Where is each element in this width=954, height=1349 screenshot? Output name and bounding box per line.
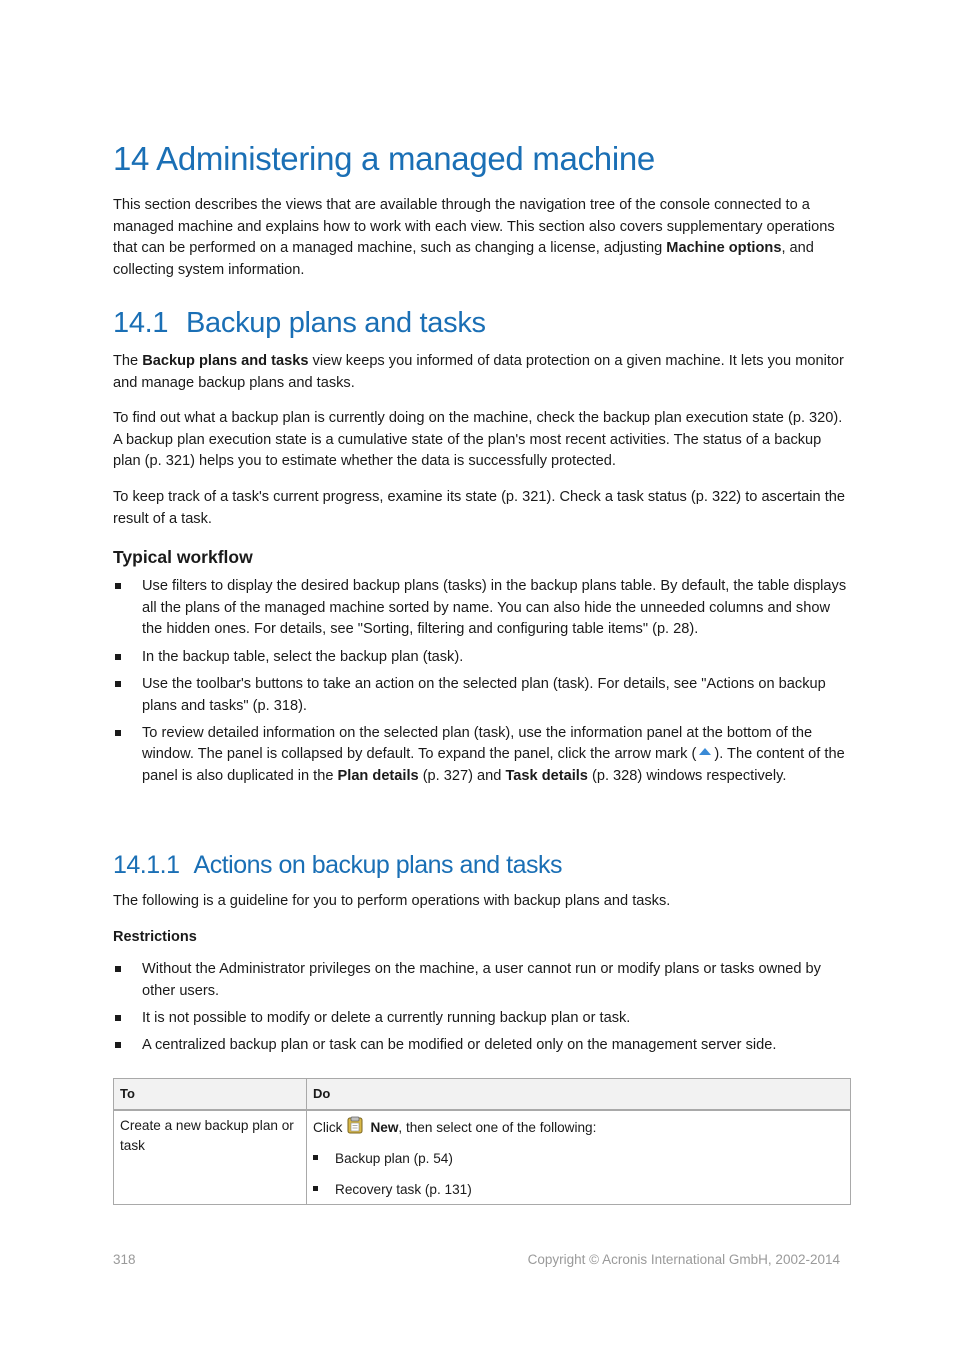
column-header-to: To — [114, 1079, 307, 1111]
item-text-a: To review detailed information on the selected plan (task), use the information panel at the bottom of the window. The panel is collapsed by default. To expand the panel, click the arrow mark ( — [142, 724, 813, 763]
subsection-intro: The following is a guideline for you to perform operations with backup plans and tasks. — [113, 893, 671, 909]
section-title: Backup plans and tasks — [186, 307, 486, 339]
do-options-list — [313, 1149, 844, 1200]
subsection-heading — [113, 851, 562, 880]
new-icon — [346, 1116, 364, 1134]
chapter-heading — [113, 140, 655, 178]
list-item — [113, 723, 850, 788]
cell-do — [307, 1110, 851, 1205]
p1-text-b: view keeps you informed of data protection on a given machine. It lets you monitor and manage backup plans and tasks. — [113, 353, 844, 391]
chapter-number: 14 — [113, 140, 150, 177]
actions-table — [113, 1078, 851, 1205]
new-bold: New — [370, 1120, 399, 1135]
workflow-list — [113, 576, 850, 793]
table-row — [114, 1110, 851, 1205]
chapter-intro — [113, 195, 850, 282]
item-text-c: (p. 327) and — [418, 768, 506, 785]
section-paragraph-1 — [113, 351, 850, 394]
list-item: A centralized backup plan or task can be modified or deleted only on the management server side. — [113, 1035, 850, 1057]
list-item: Without the Administrator privileges on the machine, a user cannot run or modify plans or tasks owned by other users. — [113, 959, 850, 1002]
intro-text-2: , and collecting system information. — [113, 240, 814, 279]
plan-details-bold: Plan details — [337, 768, 419, 785]
list-item: It is not possible to modify or delete a currently running backup plan or task. — [113, 1008, 850, 1030]
cell-to: Create a new backup plan or task — [114, 1110, 307, 1205]
workflow-heading: Typical workflow — [113, 547, 253, 567]
section-number: 14.1 — [113, 307, 169, 339]
column-header-do: Do — [307, 1079, 851, 1111]
intro-text-1: This section describes the views that are available through the navigation tree of the console connected to a managed machine and explains how to work with each view. This section also covers supplementary operations that can be performed on a managed machine, such as changing a license, adjusting — [113, 197, 835, 257]
click-text: Click — [313, 1120, 343, 1135]
chapter-title: Administering a managed machine — [156, 140, 655, 177]
copyright-text: Copyright © Acronis International GmbH, 2002-2014 — [527, 1252, 840, 1267]
subsection-number: 14.1.1 — [113, 851, 180, 879]
list-item: Use filters to display the desired backup plans (tasks) in the backup plans table. By default, the table displays all the plans of the managed machine sorted by name. You can also hide the unneeded columns and show the hidden ones. For details, see "Sorting, filtering and configuring table items" (p. 28). — [113, 576, 850, 641]
arrow-up-icon — [698, 745, 712, 759]
restrictions-heading: Restrictions — [113, 929, 197, 945]
task-details-bold: Task details — [505, 768, 588, 785]
list-item: In the backup table, select the backup plan (task). — [113, 647, 850, 669]
table-header-row — [114, 1079, 851, 1111]
section-paragraph-2: To find out what a backup plan is currently doing on the machine, check the backup plan execution state (p. 320). A backup plan execution state is a cumulative state of the plan's most recent activities. The status of a backup plan (p. 321) helps you to estimate whether the data is successfully protected. — [113, 410, 843, 470]
item-text-b: ). The content of the panel is also duplicated in the — [142, 746, 845, 785]
list-item: Backup plan (p. 54) — [313, 1149, 844, 1169]
section-paragraph-3: To keep track of a task's current progress, examine its state (p. 321). Check a task status (p. 322) to ascertain the result of a task. — [113, 489, 846, 527]
p1-bold: Backup plans and tasks — [142, 353, 309, 369]
do-rest-text: , then select one of the following: — [398, 1120, 597, 1135]
do-instruction — [313, 1116, 844, 1138]
page-number: 318 — [113, 1252, 136, 1267]
item-text-d: (p. 328) windows respectively. — [587, 768, 787, 785]
restrictions-list — [113, 959, 850, 1062]
section-heading — [113, 307, 486, 340]
subsection-title: Actions on backup plans and tasks — [193, 851, 562, 879]
list-item: Recovery task (p. 131) — [313, 1180, 844, 1200]
intro-bold: Machine options — [666, 240, 782, 257]
p1-text-a: The — [113, 353, 143, 369]
list-item: Use the toolbar's buttons to take an action on the selected plan (task). For details, see "Actions on backup plans and tasks" (p. 318). — [113, 674, 850, 717]
